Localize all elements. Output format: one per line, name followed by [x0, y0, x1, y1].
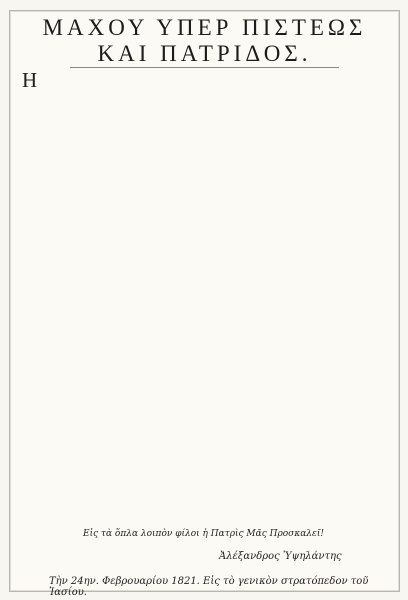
dateline: Τὴν 24ην. Φεβρουαρίου 1821. Εἰς τὸ γενικὸν στρατόπεδον τοῦ Ἰασίου.: [49, 576, 369, 598]
drop-cap: Η: [22, 71, 38, 92]
signature: Ἀλέξανδρος Ὑψηλάντης: [219, 551, 342, 562]
title-line-2: ΚΑΙ ΠΑΤΡΙΔΟΣ.: [97, 41, 312, 66]
title-divider: [70, 67, 339, 68]
title-line-1: ΜΑΧΟΥ ΥΠΕΡ ΠΙΣΤΕΩΣ: [42, 15, 367, 40]
closing-exclamation: Εἰς τὰ ὅπλα λοιπὸν φίλοι ἡ Πατρὶς Μᾶς Προσκαλεῖ!: [83, 529, 324, 539]
proclamation-body: [22, 71, 385, 529]
